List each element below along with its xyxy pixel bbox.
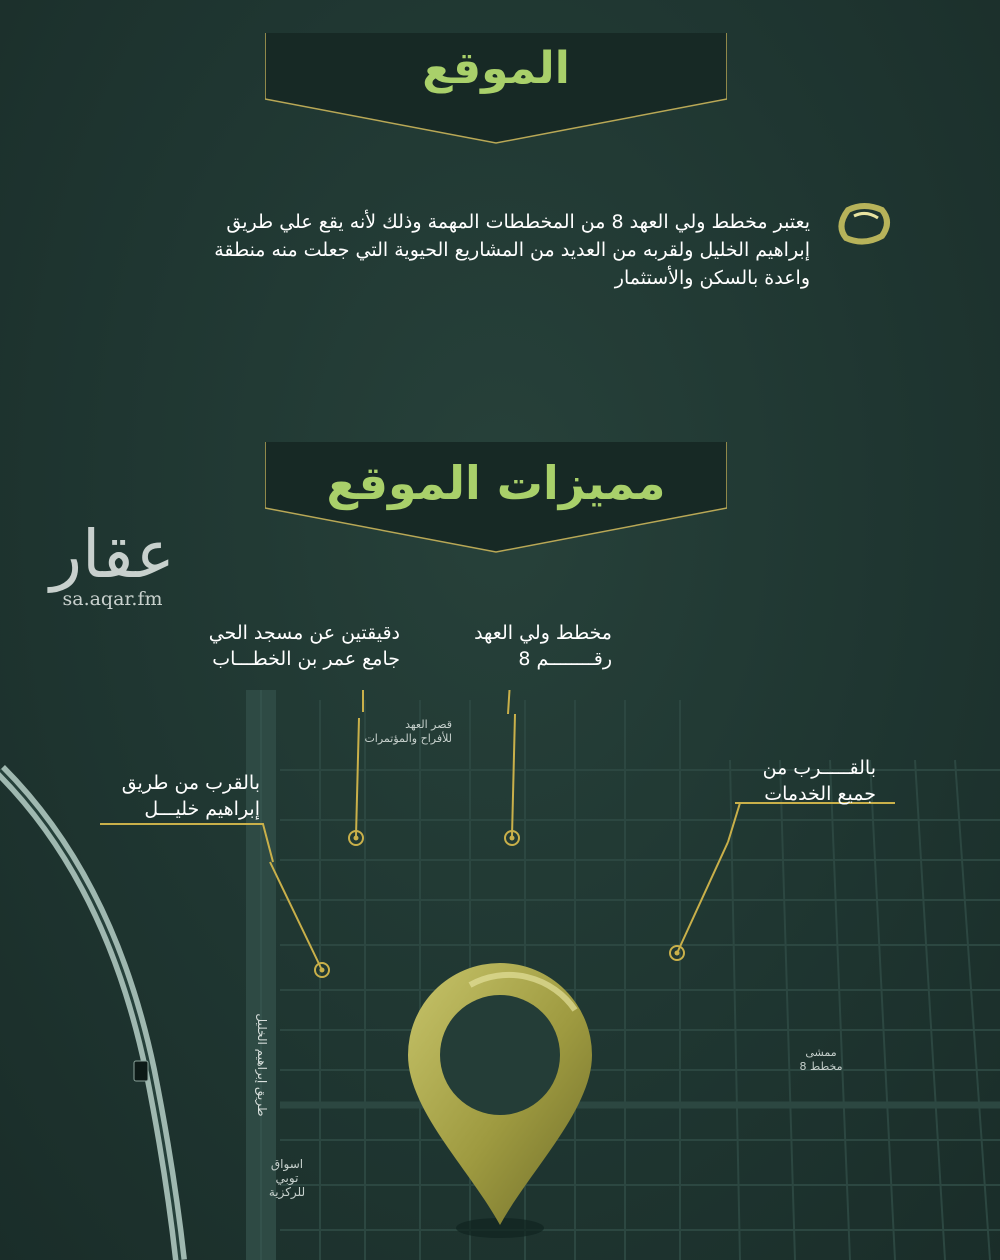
road-sign-icon	[134, 1061, 148, 1081]
map-label-hall	[350, 718, 452, 746]
map-label-market-line-2: توبي	[275, 1171, 299, 1185]
feature-plan	[460, 620, 612, 672]
map-label-market-line-1: اسواق	[270, 1157, 304, 1171]
map-label-market-line-3: للركزية	[268, 1185, 306, 1199]
feature-plan-line-2: رقــــــــم 8	[518, 648, 612, 670]
map-label-walkway-line-1: ممشى	[805, 1046, 837, 1059]
map-streets	[280, 700, 1000, 1260]
callout-lines	[100, 690, 895, 968]
location-banner	[265, 33, 727, 145]
intro-line-1: يعتبر مخطط ولي العهد 8 من المخططات المهمة وذلك لأنه يقع علي طريق	[226, 211, 810, 233]
watermark-brand: عقار	[50, 516, 175, 593]
intro-paragraph	[170, 208, 810, 292]
map-label-hall-line-1: قصر العهد	[405, 718, 452, 731]
feature-mosque-line-2: جامع عمر بن الخطـــاب	[212, 648, 400, 670]
map-label-walkway	[792, 1046, 850, 1074]
map-label-hall-line-2: للأفراح والمؤتمرات	[364, 732, 452, 745]
map-label-market	[262, 1157, 312, 1199]
features-banner	[265, 442, 727, 554]
callout-dots	[315, 831, 684, 977]
features-title: مميزات الموقع	[326, 456, 666, 510]
intro-line-2: إبراهيم الخليل ولقربه من العديد من المشاريع الحيوية التي جعلت منه منطقة	[214, 239, 810, 261]
feature-services-line-1: بالقـــــرب من	[762, 757, 876, 779]
location-title: الموقع	[422, 43, 570, 94]
feature-road	[100, 770, 260, 822]
intro-line-3: واعدة بالسكن والأستثمار	[614, 267, 810, 289]
feature-services-line-2: جميع الخدمات	[764, 783, 876, 805]
pin-hole	[440, 995, 560, 1115]
feature-services	[726, 755, 876, 807]
watermark-url: sa.aqar.fm	[62, 588, 163, 610]
map-label-walkway-line-2: مخطط 8	[799, 1060, 843, 1073]
map-label-road: طريق إبراهيم الخليل	[255, 1013, 269, 1117]
feature-road-line-2: إبراهيم خليـــل	[144, 798, 260, 820]
feature-mosque-line-1: دقيقتين عن مسجد الحي	[208, 622, 400, 644]
highway-curve	[0, 770, 180, 1260]
feature-road-line-1: بالقرب من طريق	[121, 772, 260, 794]
feature-mosque	[200, 620, 400, 672]
feature-plan-line-1: مخطط ولي العهد	[474, 622, 612, 644]
aqar-watermark	[30, 516, 195, 610]
location-ring-icon	[834, 200, 892, 248]
